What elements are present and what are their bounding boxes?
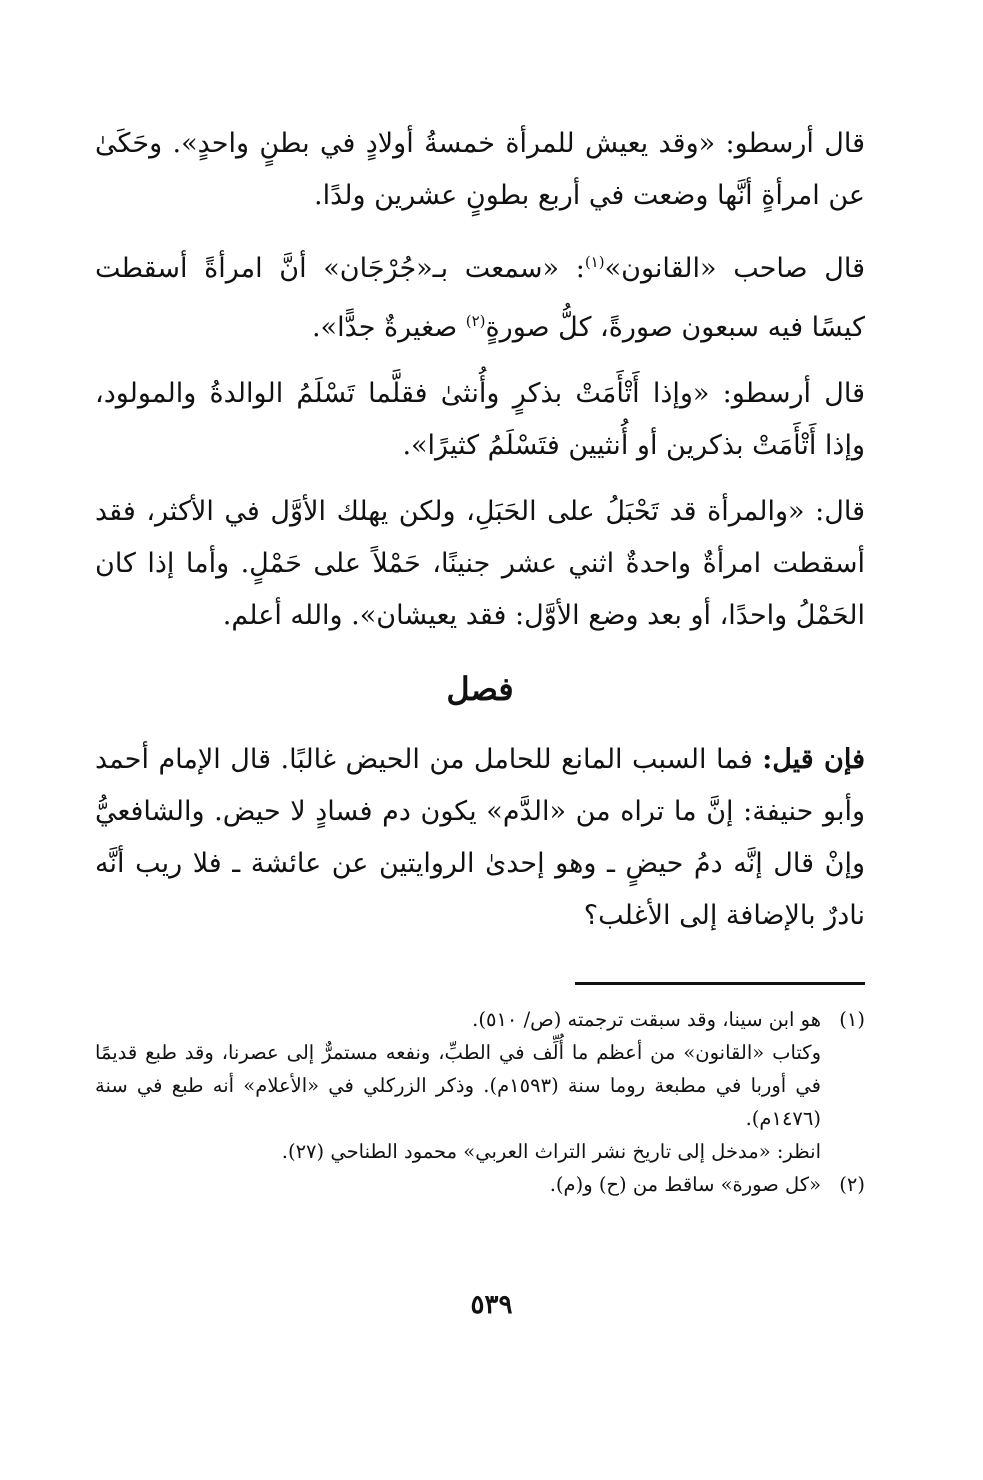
footnote-text-1: هو ابن سينا، وقد سبقت ترجمته (ص/ ٥١٠). [472,1008,821,1031]
section-heading: فصل [446,670,514,708]
footnote-ref-1[interactable]: (١) [584,253,605,271]
footnote-1-reference [95,1135,865,1168]
footnotes [95,1003,865,1201]
paragraph-aristotle-five: قال أرسطو: «وقد يعيش للمرأة خمسةُ أولادٍ في بطنٍ واحدٍ». وحَكَىٰ عن امرأةٍ أنَّها وضعت في أربع بطونٍ عشرين ولدًا. [95,128,865,211]
footnote-number-2: (٢) [839,1173,865,1196]
paragraph-question [95,734,865,942]
paragraph-superfetation: قال: «والمرأة قد تَحْبَلُ على الحَبَلِ، ولكن يهلك الأوَّل في الأكثر، فقد أسقطت امرأةٌ واحدةٌ اثني عشر جنينًا، حَمْلاً على حَمْلٍ. وأما إذا كان الحَمْلُ واحدًا، أو بعد وضع الأوَّل: فقد يعيشان». والله أعلم. [95,496,865,631]
footnote-ref-2[interactable]: (٢) [465,312,486,330]
footnote-text-2: «كل صورة» ساقط من (ح) و(م). [549,1173,821,1196]
footnote-2 [95,1168,865,1201]
footnote-1 [95,1003,865,1036]
paragraph-qanun-part2: : «سمعت بـ«جُرْجَان» أنَّ امرأةً أسقطت كيسًا فيه سبعون صورةً، كلُّ صورةٍ [95,253,865,343]
question-lead: فإن قيل: [762,744,865,775]
paragraph-qanun-part1: قال صاحب «القانون» [604,253,865,284]
footnote-text-1c: انظر: «مدخل إلى تاريخ نشر التراث العربي» محمود الطناحي (٢٧). [281,1140,821,1163]
paragraph-qanun [95,236,865,354]
footnote-1-continued [95,1036,865,1135]
footnote-number-1: (١) [839,1008,865,1031]
page-number: ٥٣٩ [470,1290,513,1320]
question-text: فما السبب المانع للحامل من الحيض غالبًا. قال الإمام أحمد وأبو حنيفة: إنَّ ما تراه من «الدَّم» يكون دم فسادٍ لا حيض. والشافعيُّ وإنْ قال إنَّه دمُ حيضٍ ـ وهو إحدىٰ الروايتين عن عائشة ـ فلا ريب أنَّه نادرٌ بالإضافة إلى الأغلب؟ [95,744,865,931]
paragraph-qanun-part3: صغيرةٌ جدًّا». [311,312,466,343]
footnote-text-1b: وكتاب «القانون» من أعظم ما أُلِّف في الطبِّ، ونفعه مستمرٌّ إلى عصرنا، وقد طبع قديمًا في أوربا في مطبعة روما سنة (١٥٩٣م). وذكر الزركلي في «الأعلام» أنه طبع في سنة (١٤٧٦م). [95,1041,822,1130]
footnote-divider [575,982,865,985]
page-body [95,118,865,1201]
paragraph-aristotle-twins: قال أرسطو: «وإذا أَتْأَمَتْ بذكرٍ وأُنثىٰ فقلَّما تَسْلَمُ الوالدةُ والمولود، وإذا أَتْأَمَتْ بذكرين أو أُنثيين فتَسْلَمُ كثيرًا». [95,378,865,461]
